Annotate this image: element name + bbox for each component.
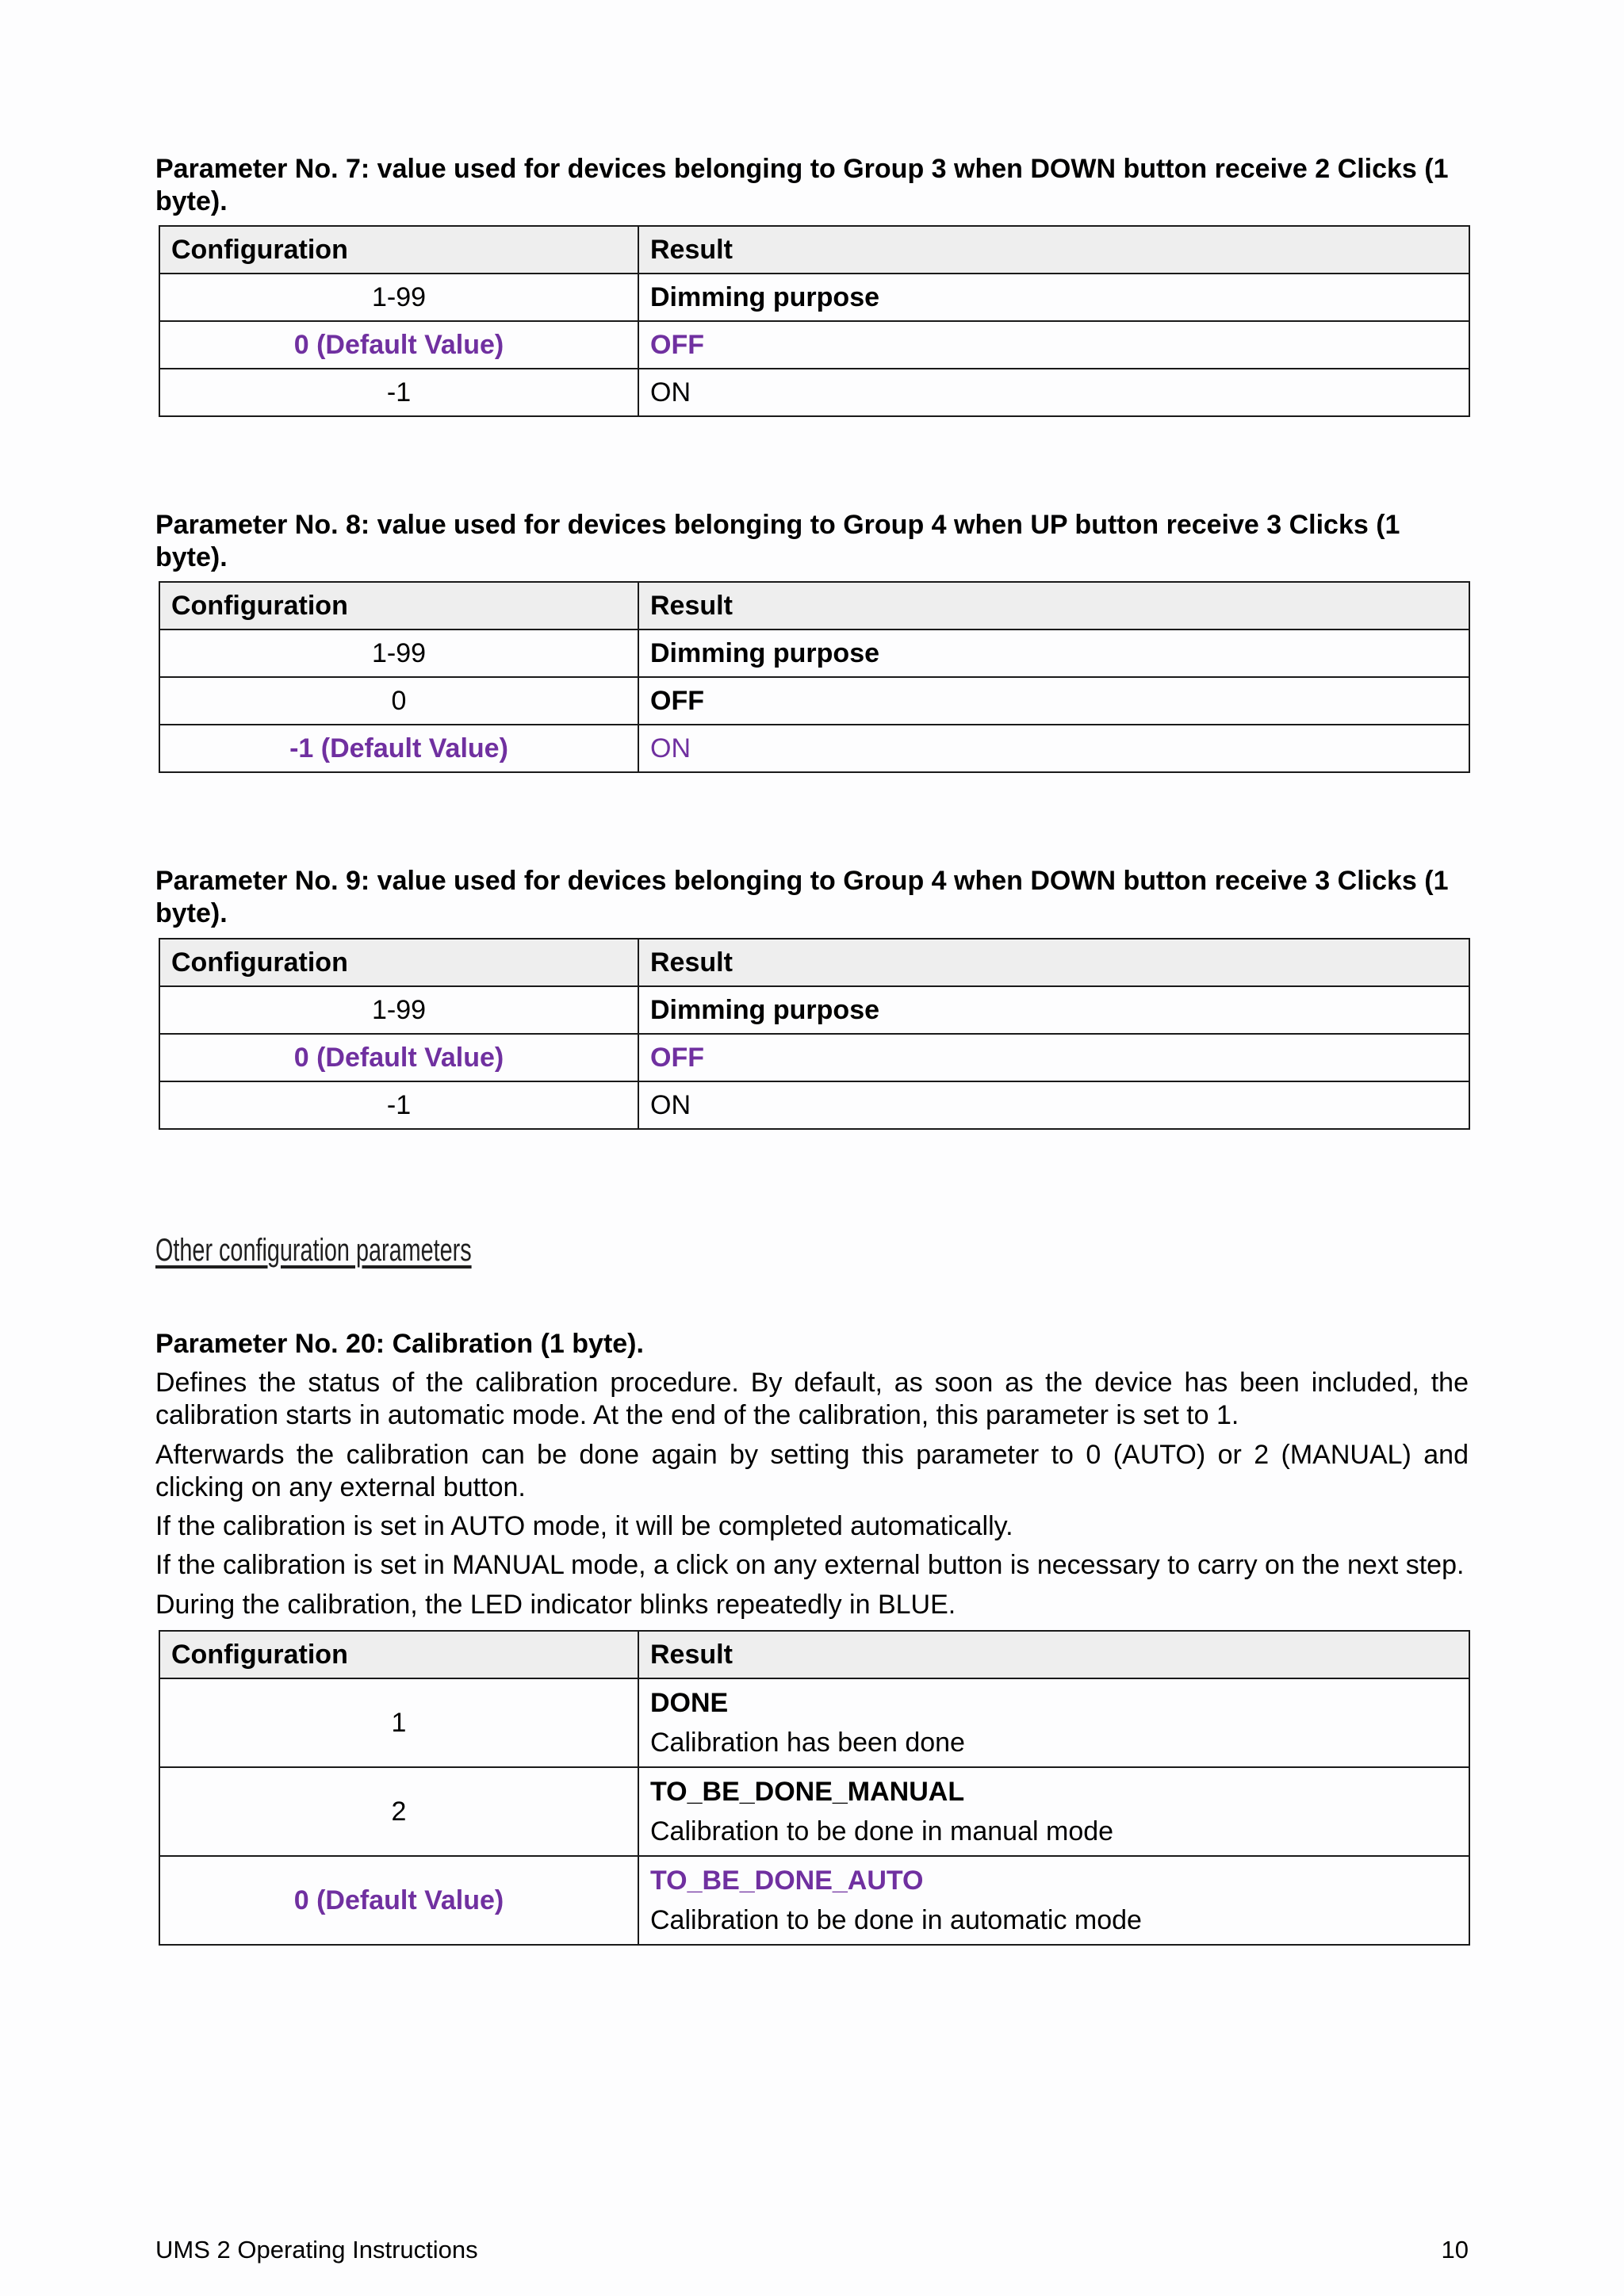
column-header-configuration: Configuration — [159, 939, 638, 986]
result-description: Calibration to be done in automatic mode — [650, 1905, 1142, 1935]
calibration-paragraph: If the calibration is set in MANUAL mode, a click on any external button is necessary to carry on the next step. — [155, 1550, 1465, 1580]
column-header-configuration: Configuration — [159, 1631, 638, 1678]
page-footer — [155, 2234, 1469, 2266]
config-value: 1 — [159, 1678, 638, 1767]
config-value: 1-99 — [159, 986, 638, 1034]
config-value: -1 — [159, 369, 638, 416]
result-description: Calibration to be done in manual mode — [650, 1816, 1114, 1846]
column-header-result: Result — [638, 226, 1469, 274]
table-row — [159, 986, 1469, 1034]
calibration-paragraph: During the calibration, the LED indicator blinks repeatedly in BLUE. — [155, 1590, 956, 1620]
table-row-default — [159, 1034, 1469, 1081]
table-row-default — [159, 725, 1469, 772]
result-value: Dimming purpose — [638, 274, 1469, 321]
table-header-row — [159, 939, 1469, 986]
parameter-7-heading: Parameter No. 7: value used for devices belonging to Group 3 when DOWN button receive 2 Clicks (1 byte). — [155, 154, 1449, 216]
table-row — [159, 677, 1469, 725]
footer-document-title: UMS 2 Operating Instructions — [155, 2236, 478, 2263]
column-header-result: Result — [638, 582, 1469, 629]
parameter-8-heading: Parameter No. 8: value used for devices belonging to Group 4 when UP button receive 3 Clicks (1 byte). — [155, 510, 1400, 572]
parameter-9-table — [159, 938, 1470, 1130]
column-header-result: Result — [638, 1631, 1469, 1678]
column-header-result: Result — [638, 939, 1469, 986]
table-header-row — [159, 582, 1469, 629]
table-header-row — [159, 226, 1469, 274]
result-value: Dimming purpose — [638, 986, 1469, 1034]
result-description: Calibration has been done — [650, 1728, 965, 1758]
column-header-configuration: Configuration — [159, 582, 638, 629]
config-value: 0 — [159, 677, 638, 725]
result-cell — [638, 1678, 1469, 1767]
table-header-row — [159, 1631, 1469, 1678]
parameter-9-heading: Parameter No. 9: value used for devices belonging to Group 4 when DOWN button receive 3 Clicks (1 byte). — [155, 866, 1449, 928]
config-value: 1-99 — [159, 274, 638, 321]
result-title: TO_BE_DONE_MANUAL — [650, 1777, 965, 1807]
table-row — [159, 274, 1469, 321]
result-value: OFF — [638, 677, 1469, 725]
result-title: DONE — [650, 1688, 729, 1718]
config-value: 2 — [159, 1767, 638, 1856]
table-row — [159, 1081, 1469, 1129]
result-value-default: ON — [638, 725, 1469, 772]
result-value-default: OFF — [638, 321, 1469, 369]
parameter-20-table — [159, 1630, 1470, 1946]
result-value-default: OFF — [638, 1034, 1469, 1081]
table-row-default — [159, 1856, 1469, 1945]
calibration-paragraph: If the calibration is set in AUTO mode, it will be completed automatically. — [155, 1511, 1013, 1541]
config-value-default: 0 (Default Value) — [159, 1856, 638, 1945]
table-row — [159, 629, 1469, 677]
calibration-paragraph: Afterwards the calibration can be done again by setting this parameter to 0 (AUTO) or 2 (MANUAL) and clicking on any external button. — [155, 1440, 1469, 1502]
result-cell — [638, 1856, 1469, 1945]
parameter-20-heading: Parameter No. 20: Calibration (1 byte). — [155, 1329, 644, 1359]
table-row — [159, 369, 1469, 416]
config-value-default: -1 (Default Value) — [159, 725, 638, 772]
page-number: 10 — [1441, 2236, 1469, 2263]
result-value: ON — [638, 1081, 1469, 1129]
config-value: -1 — [159, 1081, 638, 1129]
table-row-default — [159, 321, 1469, 369]
result-value: ON — [638, 369, 1469, 416]
section-title: Other configuration parameters — [155, 1233, 472, 1268]
table-row — [159, 1678, 1469, 1767]
result-cell — [638, 1767, 1469, 1856]
table-row — [159, 1767, 1469, 1856]
calibration-paragraph: Defines the status of the calibration procedure. By default, as soon as the device has been included, the calibration starts in automatic mode. At the end of the calibration, this parameter is set to 1. — [155, 1368, 1469, 1430]
config-value-default: 0 (Default Value) — [159, 1034, 638, 1081]
result-title-default: TO_BE_DONE_AUTO — [650, 1866, 924, 1896]
column-header-configuration: Configuration — [159, 226, 638, 274]
config-value: 1-99 — [159, 629, 638, 677]
result-value: Dimming purpose — [638, 629, 1469, 677]
parameter-7-table — [159, 225, 1470, 417]
config-value-default: 0 (Default Value) — [159, 321, 638, 369]
parameter-8-table — [159, 581, 1470, 773]
